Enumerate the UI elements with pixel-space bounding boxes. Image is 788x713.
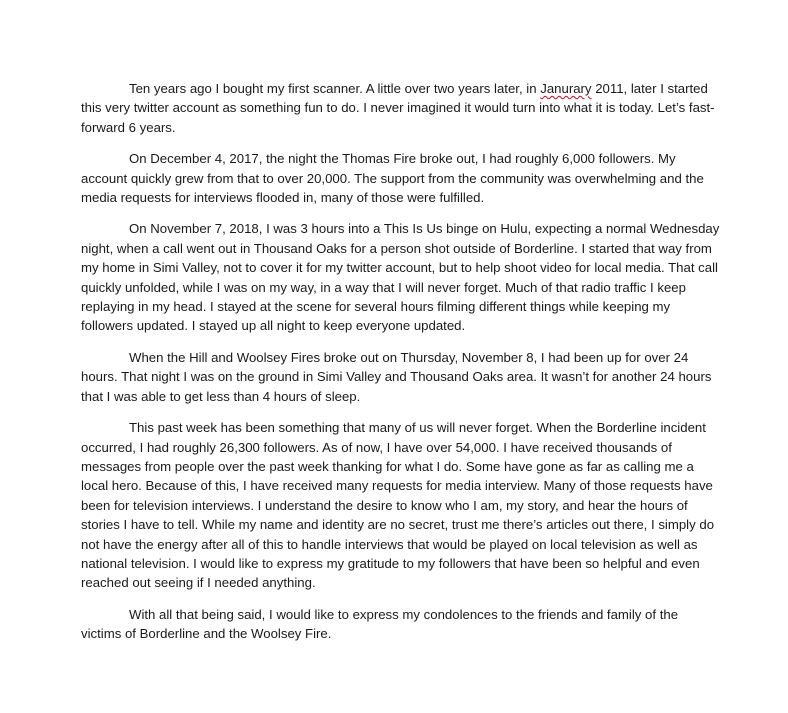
- paragraph-2: On December 4, 2017, the night the Thomas Fire broke out, I had roughly 6,000 followers. My account quickly grew from that to over 20,000. The support from the community was overwhelming and the media requests for interviews flooded in, many of those were fulfilled.: [81, 151, 704, 206]
- paragraph-3: On November 7, 2018, I was 3 hours into a This Is Us binge on Hulu, expecting a normal Wednesday night, when a call went out in Thousand Oaks for a person shot outside of Borderline. I started that way from my home in Simi Valley, not to cover it for my twitter account, but to help shoot video for local media. That call quickly unfolded, while I was on my way, in a way that I will never forget. Much of that radio traffic I keep replaying in my head. I stayed at the scene for several hours filming different things while keeping my followers updated. I stayed up all night to keep everyone updated.: [81, 221, 720, 334]
- misspelled-word: Janurary: [540, 81, 592, 96]
- paragraph-1-text-a: Ten years ago I bought my first scanner. A little over two years later, in: [129, 81, 541, 96]
- document-page: [81, 79, 721, 656]
- paragraph-1-text-b: 2011, later I started this very twitter account as something fun to do. I never imagined it would turn into what it is today. Let’s fast-forward 6 years.: [81, 81, 715, 135]
- paragraph-4: When the Hill and Woolsey Fires broke out on Thursday, November 8, I had been up for over 24 hours. That night I was on the ground in Simi Valley and Thousand Oaks area. It wasn’t for another 24 hours that I was able to get less than 4 hours of sleep.: [81, 349, 712, 404]
- paragraph-1: [81, 79, 721, 137]
- paragraph-6: With all that being said, I would like to express my condolences to the friends and family of the victims of Borderline and the Woolsey Fire.: [81, 606, 679, 642]
- paragraph-5: This past week has been something that many of us will never forget. When the Borderline incident occurred, I had roughly 26,300 followers. As of now, I have over 54,000. I have received thousands of messages from people over the past week thanking for what I do. Some have gone as far as calling me a local hero. Because of this, I have received many requests for media interview. Many of those requests have been for television interviews. I understand the desire to know who I am, my story, and hear the hours of stories I have to tell. While my name and identity are no secret, trust me there’s articles out there, I simply do not have the energy after all of this to handle interviews that would be played on local television as well as national television. I would like to express my gratitude to my followers that have been so helpful and even reached out seeing if I needed anything.: [81, 420, 715, 591]
